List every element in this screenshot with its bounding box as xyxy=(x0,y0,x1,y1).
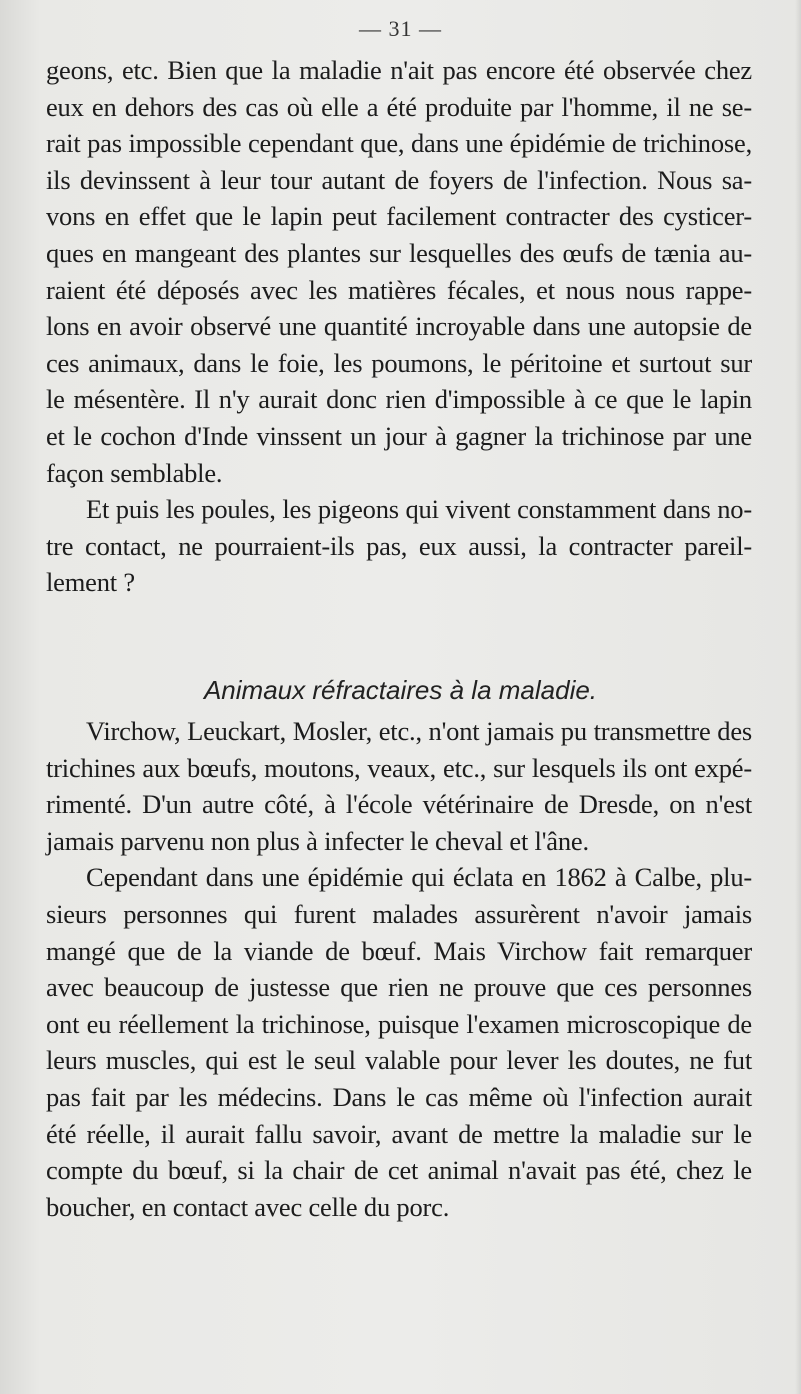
text-line: vons en effet que le lapin peut facilement contracter des cysticer- xyxy=(46,201,752,232)
text-line: ont eu réellement la trichinose, puisque l'examen microscopique de xyxy=(46,1008,752,1039)
text-line: rimenté. D'un autre côté, à l'école vétérinaire de Dresde, on n'est xyxy=(46,789,752,820)
text-line: ques en mangeant des plantes sur lesquelles des œufs de tænia au- xyxy=(46,237,752,268)
text-line: ils devinssent à leur tour autant de foyers de l'infection. Nous sa- xyxy=(46,164,752,195)
text-line: boucher, en contact avec celle du porc. xyxy=(46,1191,450,1222)
text-line: compte du bœuf, si la chair de cet animal n'avait pas été, chez le xyxy=(46,1155,752,1186)
page-edge-shadow xyxy=(795,0,801,1394)
text-line: raient été déposés avec les matières fécales, et nous nous rappe- xyxy=(46,274,752,305)
text-line: façon semblable. xyxy=(46,457,223,488)
text-line: Et puis les poules, les pigeons qui vivent constamment dans no- xyxy=(86,494,752,525)
text-line: Cependant dans une épidémie qui éclata en 1862 à Calbe, plu- xyxy=(86,862,752,893)
paragraph-1 xyxy=(46,52,752,601)
text-line: le mésentère. Il n'y aurait donc rien d'impossible à ce que le lapin xyxy=(46,384,752,415)
text-line: lons en avoir observé une quantité incroyable dans une autopsie de xyxy=(46,311,752,342)
text-line: geons, etc. Bien que la maladie n'ait pas encore été observée chez xyxy=(46,55,752,85)
text-line: mangé que de la viande de bœuf. Mais Virchow fait remarquer xyxy=(46,935,752,966)
text-line: et le cochon d'Inde vinssent un jour à gagner la trichinose par une xyxy=(46,420,752,451)
text-line: pas fait par les médecins. Dans le cas même où l'infection aurait xyxy=(46,1081,752,1112)
text-line: rait pas impossible cependant que, dans une épidémie de trichinose, xyxy=(46,128,752,159)
text-line: lement ? xyxy=(46,567,135,598)
text-line: eux en dehors des cas où elle a été produite par l'homme, il ne se- xyxy=(46,91,752,122)
section-heading: Animaux réfractaires à la maladie. xyxy=(203,675,598,705)
text-line: jamais parvenu non plus à infecter le cheval et l'âne. xyxy=(46,825,589,856)
text-line: été réelle, il aurait fallu savoir, avant de mettre la maladie sur le xyxy=(46,1118,752,1149)
text-line: ces animaux, dans le foie, les poumons, le péritoine et surtout sur xyxy=(46,347,752,378)
text-line: sieurs personnes qui furent malades assurèrent n'avoir jamais xyxy=(46,898,752,929)
text-line: Virchow, Leuckart, Mosler, etc., n'ont jamais pu transmettre des xyxy=(86,716,752,746)
page-number: — 31 — xyxy=(359,16,442,41)
text-line: leurs muscles, qui est le seul valable pour lever les doutes, ne fut xyxy=(46,1045,752,1076)
text-line: trichines aux bœufs, moutons, veaux, etc., sur lesquels ils ont expé- xyxy=(46,752,752,783)
text-line: avec beaucoup de justesse que rien ne prouve que ces personnes xyxy=(46,972,752,1003)
text-line: tre contact, ne pourraient-ils pas, eux aussi, la contracter pareil- xyxy=(46,530,752,561)
paragraph-3 xyxy=(46,713,752,1225)
